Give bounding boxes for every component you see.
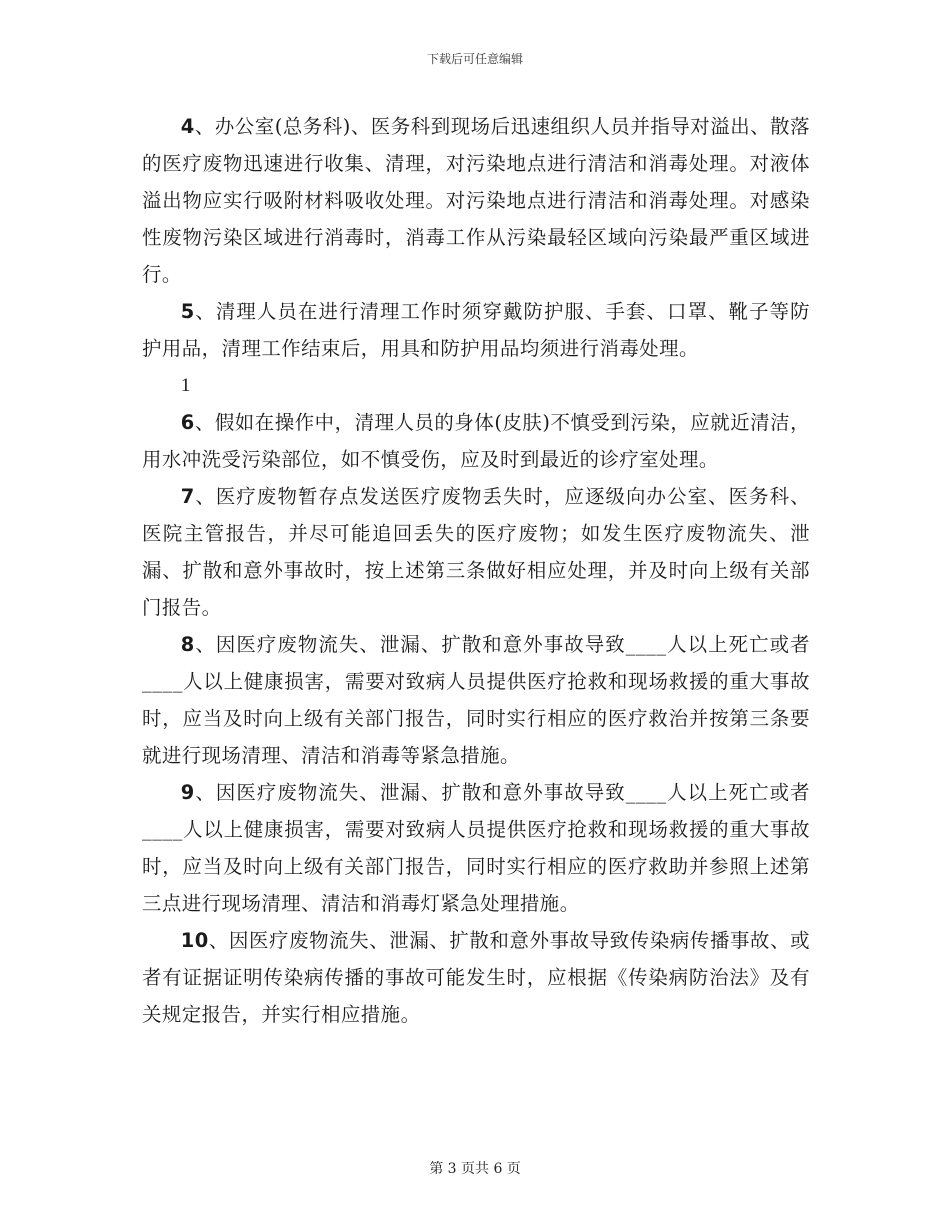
paragraph-8 — [142, 626, 810, 774]
page-marker: 1 — [180, 375, 191, 396]
item-number: 10 — [180, 929, 209, 952]
paragraph-text: 、医疗废物暂存点发送医疗废物丢失时，应逐级向办公室、医务科、医院主管报告，并尽可能追回丢失的医疗废物；如发生医疗废物流失、泄漏、扩散和意外事故时，按上述第三条做好相应处理，并及时向上级有关部门报告。 — [142, 485, 810, 619]
page-footer: 第 3 页共 6 页 — [429, 1161, 521, 1177]
paragraph-text: 、清理人员在进行清理工作时须穿戴防护服、手套、口罩、靴子等防护用品，清理工作结束后，用具和防护用品均须进行消毒处理。 — [142, 300, 810, 360]
paragraph-text: 、因医疗废物流失、泄漏、扩散和意外事故导致传染病传播事故、或者有证据证明传染病传播的事故可能发生时，应根据《传染病防治法》及有关规定报告，并实行相应措施。 — [142, 929, 810, 1026]
paragraph-4 — [142, 108, 810, 293]
paragraph-5 — [142, 293, 810, 367]
paragraph-7 — [142, 478, 810, 626]
item-number: 4 — [180, 115, 195, 138]
paragraph-6 — [142, 404, 810, 478]
paragraph-text: 、办公室(总务科)、医务科到现场后迅速组织人员并指导对溢出、散落的医疗废物迅速进行收集、清理，对污染地点进行清洁和消毒处理。对液体溢出物应实行吸附材料吸收处理。对污染地点进行清洁和消毒处理。对感染性废物污染区域进行消毒时，消毒工作从污染最轻区域向污染最严重区域进行。 — [142, 115, 810, 286]
paragraph-text: 、假如在操作中，清理人员的身体(皮肤)不慎受到污染，应就近清洁，用水冲洗受污染部位，如不慎受伤，应及时到最近的诊疗室处理。 — [142, 411, 810, 471]
paragraph-10 — [142, 922, 810, 1033]
item-number: 5 — [180, 300, 195, 323]
document-body — [142, 108, 810, 1033]
page-header: 下载后可任意编辑 — [426, 52, 523, 66]
item-number: 7 — [180, 485, 195, 508]
paragraph-9 — [142, 774, 810, 922]
paragraph-text: 、因医疗废物流失、泄漏、扩散和意外事故导致____人以上死亡或者____人以上健康损害，需要对致病人员提供医疗抢救和现场救援的重大事故时，应当及时向上级有关部门报告，同时实行相应的医疗救治并按第三条要就进行现场清理、清洁和消毒等紧急措施。 — [142, 633, 810, 767]
item-number: 6 — [180, 411, 195, 434]
paragraph-text: 、因医疗废物流失、泄漏、扩散和意外事故导致____人以上死亡或者____人以上健康损害，需要对致病人员提供医疗抢救和现场救援的重大事故时，应当及时向上级有关部门报告，同时实行相应的医疗救助并参照上述第三点进行现场清理、清洁和消毒灯紧急处理措施。 — [142, 781, 810, 915]
item-number: 9 — [180, 781, 195, 804]
item-number: 8 — [180, 633, 195, 656]
